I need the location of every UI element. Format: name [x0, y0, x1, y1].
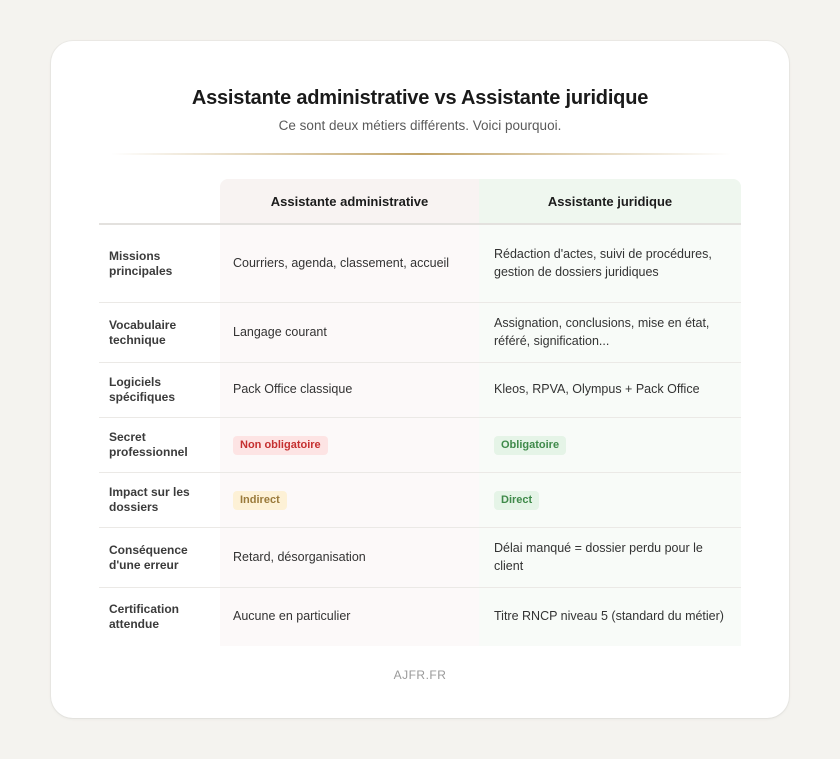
status-badge-direct: Direct — [494, 491, 539, 510]
column-header-juridique: Assistante juridique — [547, 194, 673, 209]
table-row — [99, 225, 741, 303]
column-header-admin: Assistante administrative — [270, 194, 429, 209]
table-row — [99, 528, 741, 588]
status-badge-obligatoire: Obligatoire — [494, 436, 566, 455]
cell-admin: Retard, désorganisation — [233, 549, 366, 564]
table-row — [99, 363, 741, 418]
row-label: Logiciels spécifiques — [109, 375, 176, 404]
comparison-card — [51, 41, 789, 718]
table-row — [99, 418, 741, 473]
cell-admin — [233, 418, 473, 472]
cell-admin: Pack Office classique — [233, 382, 353, 397]
cell-juridique: Assignation, conclusions, mise en état, référé, signification... — [494, 316, 710, 348]
cell-juridique: Titre RNCP niveau 5 (standard du métier) — [494, 609, 724, 624]
row-label: Secret professionnel — [109, 430, 188, 459]
page-subtitle: Ce sont deux métiers différents. Voici pourquoi. — [278, 118, 562, 133]
row-label: Conséquence d'une erreur — [109, 542, 188, 572]
cell-juridique: Délai manqué = dossier perdu pour le client — [494, 541, 703, 573]
status-badge-non-obligatoire: Non obligatoire — [233, 436, 328, 455]
status-badge-indirect: Indirect — [233, 491, 287, 510]
cell-admin: Langage courant — [233, 324, 327, 339]
cell-juridique: Rédaction d'actes, suivi de procédures, gestion de dossiers juridiques — [494, 247, 712, 279]
cell-admin — [233, 473, 473, 527]
cell-admin: Aucune en particulier — [233, 609, 351, 624]
row-label: Vocabulaire technique — [109, 317, 177, 347]
footer-brand: AJFR.FR — [393, 668, 447, 682]
row-label: Certification attendue — [109, 602, 180, 631]
page-title: Assistante administrative vs Assistante juridique — [191, 87, 649, 109]
cell-juridique — [494, 473, 734, 527]
row-label: Impact sur les dossiers — [109, 485, 190, 514]
table-row — [99, 588, 741, 646]
table-row — [99, 473, 741, 528]
row-label: Missions principales — [109, 248, 173, 278]
table-row — [99, 303, 741, 363]
cell-admin: Courriers, agenda, classement, accueil — [233, 255, 450, 270]
cell-juridique — [494, 418, 734, 472]
gold-divider — [111, 153, 731, 155]
cell-juridique: Kleos, RPVA, Olympus + Pack Office — [494, 382, 700, 397]
